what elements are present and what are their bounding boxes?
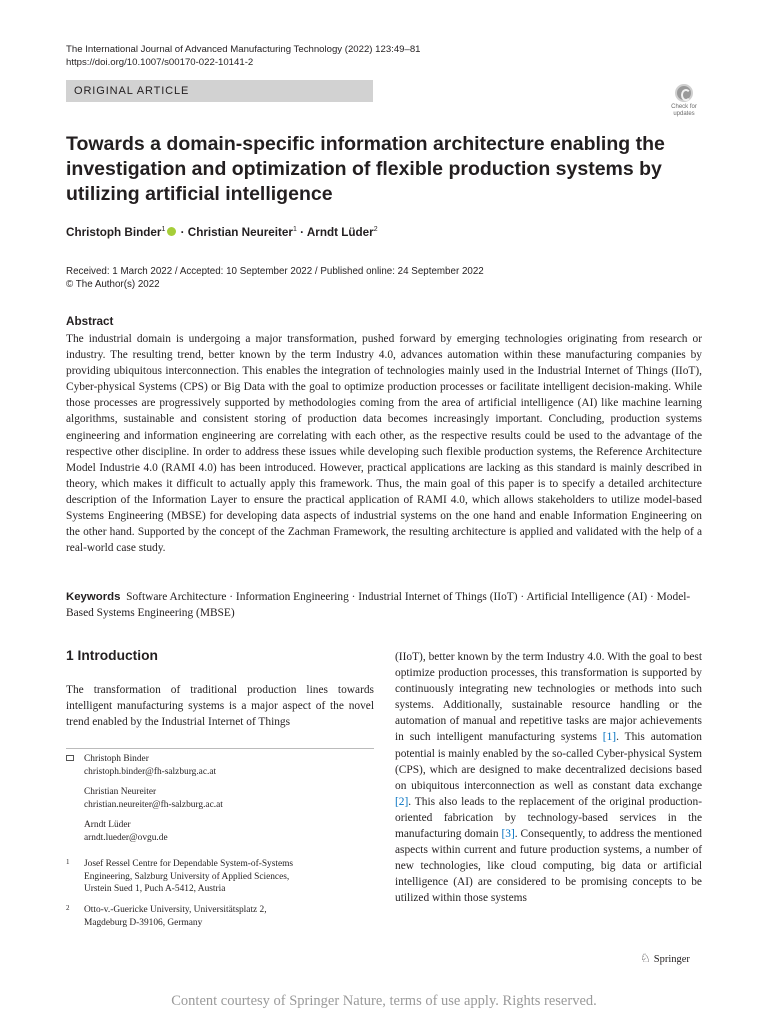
introduction-column-right [395, 649, 702, 907]
citation-link[interactable]: [3] [501, 828, 515, 841]
affiliation-line: Urstein Sued 1, Puch A-5412, Austria [84, 884, 226, 895]
article-type-banner: ORIGINAL ARTICLE [66, 80, 373, 102]
affiliation-line: Magdeburg D-39106, Germany [84, 917, 203, 928]
check-updates-icon [675, 84, 693, 102]
citation-link[interactable]: [1] [602, 731, 617, 744]
envelope-icon [66, 755, 74, 761]
contact-name: Christoph Binder [84, 754, 149, 764]
contact-email[interactable]: christoph.binder@fh-salzburg.ac.at [84, 766, 217, 777]
copyright-line: © The Author(s) 2022 [66, 279, 160, 290]
body-text: (IIoT), better known by the term Industry 4.0. With the goal to best optimize production processes, this transformation is supported by continuously integrating new technologies or methods into such systems. Additionally, sustainable resource handling or the automation of manual and repetitive tasks are major achievements in such intelligent manufacturing systems [395, 651, 702, 744]
orcid-icon[interactable] [167, 227, 176, 236]
check-updates-label: Check for updates [671, 104, 697, 117]
publisher-logo [640, 951, 690, 966]
affiliation-1 [66, 858, 294, 896]
keywords-label: Keywords [66, 591, 121, 603]
affiliation-line: Josef Ressel Centre for Dependable System-of-Systems [84, 859, 294, 869]
contact-email[interactable]: arndt.lueder@ovgu.de [84, 832, 168, 843]
body-text: . Consequently, to address the mentioned aspects within current and future production systems, a number of new technologies, like cloud computing, big data or artificial intelligence (AI) are considered to be promising concepts to be utilized within those systems [395, 828, 703, 905]
author-affiliation-mark: 1 [161, 226, 166, 234]
keywords-text: Software Architecture · Information Engineering · Industrial Internet of Things (IIoT) · Artificial Intelligence (AI) · Model-Based Systems Engineering (MBSE) [66, 591, 691, 620]
paper-title: Towards a domain-specific information architecture enabling the investigation and optimization of flexible production systems by utilizing artificial intelligence [66, 133, 665, 205]
journal-header [66, 43, 421, 69]
courtesy-notice: Content courtesy of Springer Nature, terms of use apply. Rights reserved. [171, 993, 597, 1009]
affiliation-line: Engineering, Salzburg University of Applied Sciences, [84, 871, 290, 882]
author-name[interactable]: Christian Neureiter [187, 226, 293, 239]
abstract-heading: Abstract [66, 315, 114, 328]
body-text: . This also leads to the replacement of the original production-oriented fabrication by technology-based services in the manufacturing domain [395, 795, 702, 841]
author-name[interactable]: Arndt Lüder [306, 226, 374, 239]
body-text: . This automation potential is mainly enabled by the so-called Cyber-physical System (CPS), which are designed to make decentralized decisions based on ubiquitous interconnection as well as constant data exchange [395, 731, 702, 792]
author-name[interactable]: Christoph Binder [66, 226, 162, 239]
springer-horse-icon: ♘ [640, 951, 651, 965]
abstract-text: The industrial domain is undergoing a major transformation, pushed forward by emerging technologies originating from research or industry. The resulting trend, better known by the term Industry 4.0, advances automation within these manufacturing companies by providing ubiquitous interconnection. This enables the integration of technologies mainly used in the Industrial Internet of Things (IIoT), Cyber-physical Systems (CPS) or Big Data with the goal to optimize production processes or facilitate intelligent decision-making. While those processes are progressively supported by methodologies coming from the area of artificial intelligence (AI) like machine learning algorithms, sustainable and consistent storing of production data becomes increasingly important. Concluding, production systems engineering and information engineering are correlating with each other, as the respective results could be used to the advantage of the respective other discipline. In order to address these issues while developing such flexible production systems, the Reference Architecture Model Industrie 4.0 (RAMI 4.0) has been introduced. However, practical applications are lacking as this standard is mainly described in theory, which makes it difficult to actually apply this framework. Thus, the main goal of this paper is to specify a detailed architecture description of the Information Layer to ensure the practical application of RAMI 4.0, which allows stakeholders to utilize model-based Systems Engineering (MBSE) for developing data aspects of industrial systems on the one hand and enable Information Engineering on the other hand. Supported by the concept of the Zachman Framework, the resulting architecture is applied and validated with the help of a real-world case study. [66, 333, 702, 555]
publisher-name: Springer [653, 954, 690, 965]
author-list: Christoph Binder$^1$ · Christian Neureiter$^1$ · Arndt Lüder$^2$ [66, 226, 378, 239]
author-affiliation-mark: 2 [373, 226, 378, 234]
affiliation-number: 2 [66, 904, 70, 912]
doi-link[interactable]: https://doi.org/10.1007/s00170-022-10141-2 [66, 57, 254, 68]
section-heading-introduction: 1 Introduction [66, 648, 158, 663]
contact-entry [84, 753, 216, 778]
author-affiliation-mark: 1 [292, 226, 297, 234]
introduction-column-left: The transformation of traditional production lines towards intelligent manufacturing systems is a major aspect of the novel trend enabled by the Industrial Internet of Things [66, 684, 374, 729]
contact-email[interactable]: christian.neureiter@fh-salzburg.ac.at [84, 799, 223, 810]
contact-name: Christian Neureiter [84, 787, 157, 797]
check-for-updates-badge[interactable] [666, 84, 702, 122]
contact-entry [84, 786, 223, 811]
published-date: / Published online: 24 September 2022 [312, 266, 484, 277]
affiliation-line: Otto-v.-Guericke University, Universitätsplatz 2, [84, 905, 267, 915]
contact-name: Arndt Lüder [84, 820, 131, 830]
citation-link[interactable]: [2] [395, 795, 409, 808]
affiliation-number: 1 [66, 858, 70, 866]
received-accepted-dates: Received: 1 March 2022 / Accepted: 10 September 2022 [66, 266, 313, 277]
keywords [66, 589, 702, 621]
affiliation-2 [66, 904, 267, 929]
contact-entry [84, 819, 168, 844]
footnote-divider [66, 748, 374, 749]
journal-citation: The International Journal of Advanced Manufacturing Technology (2022) 123:49–81 [66, 44, 421, 55]
publication-dates [66, 265, 484, 291]
